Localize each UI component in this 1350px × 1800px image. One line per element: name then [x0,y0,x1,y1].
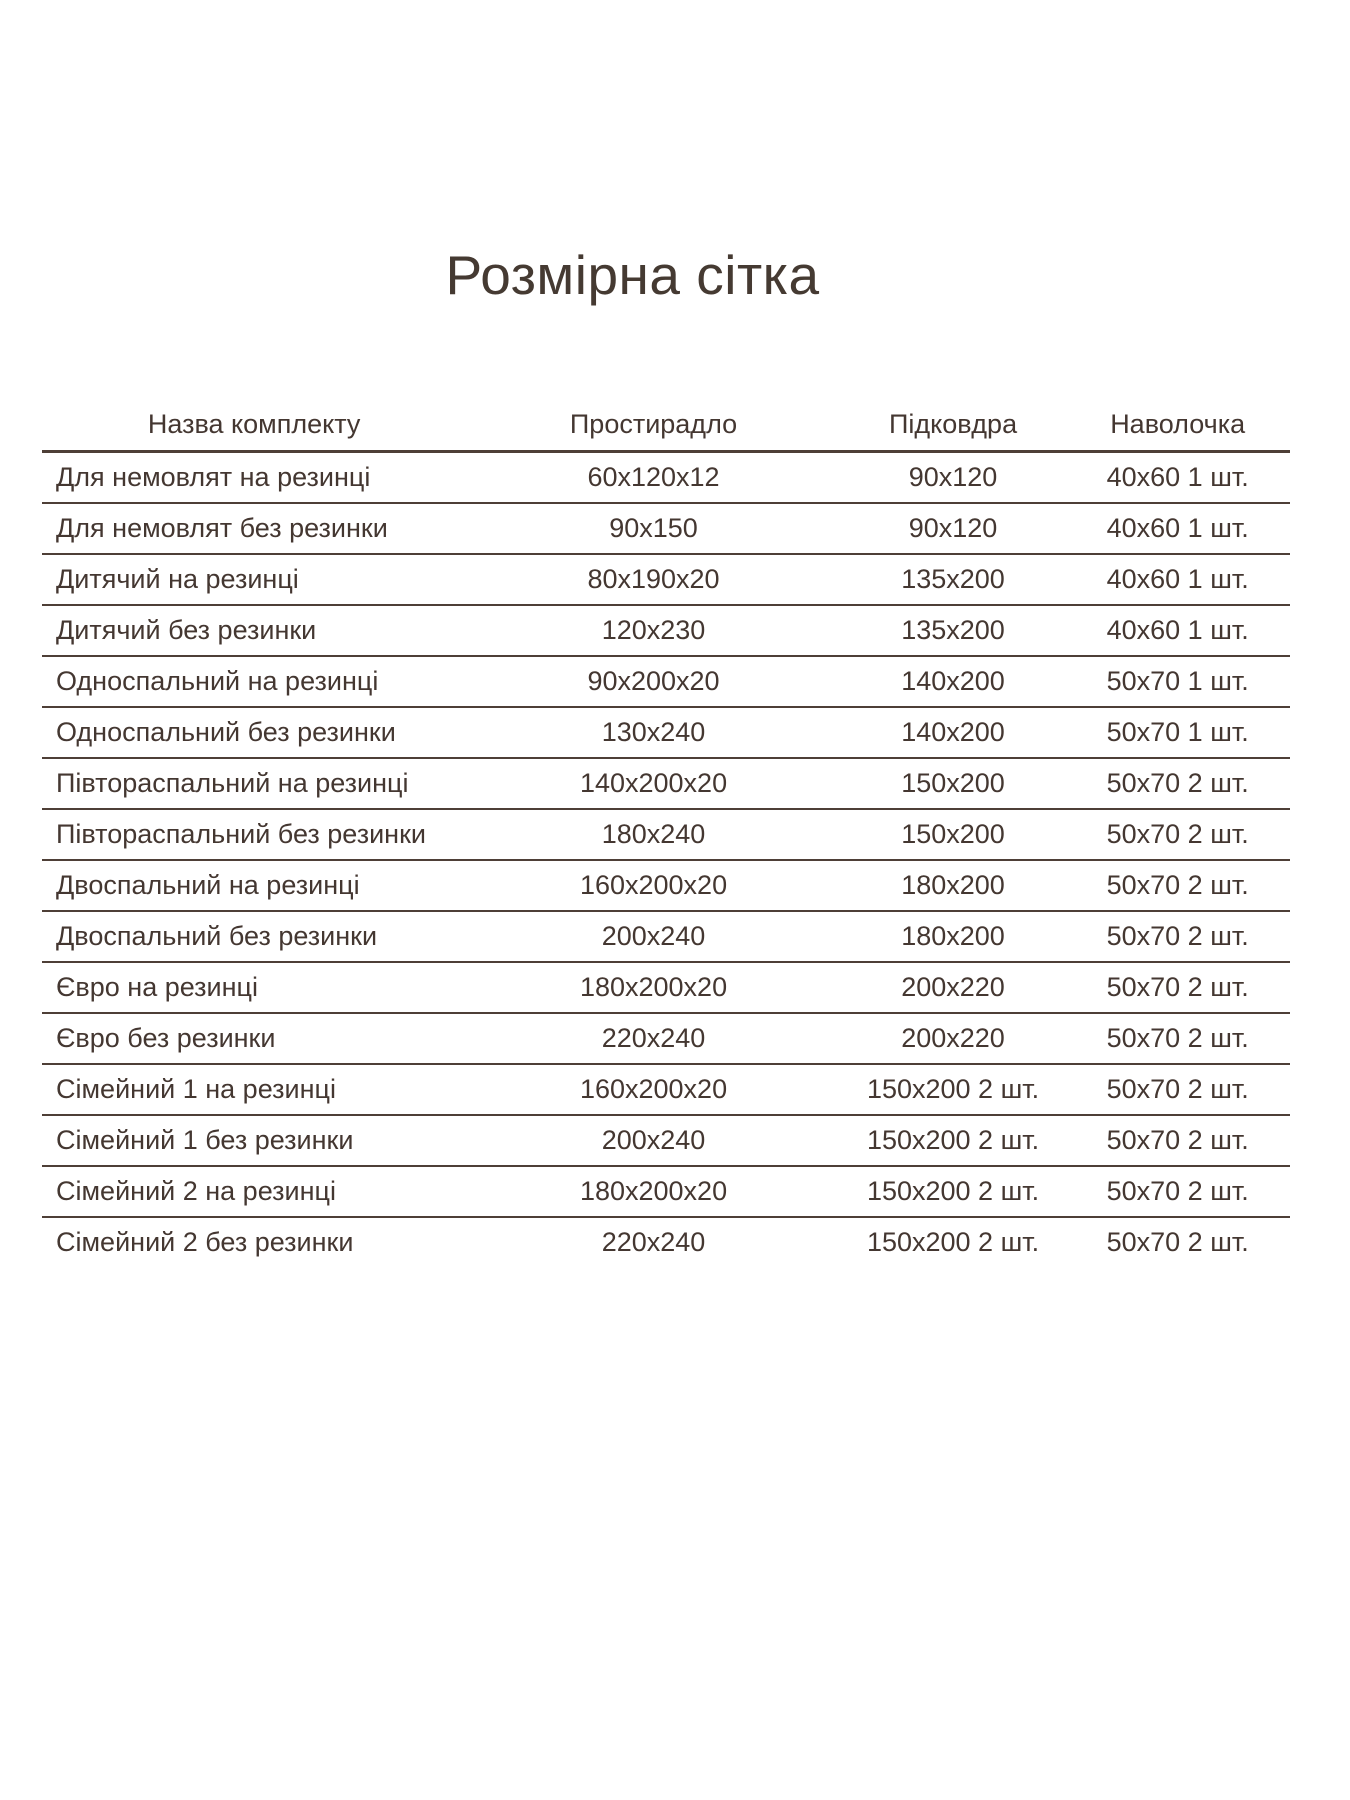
duvet-cover-size-cell: 90х120 [841,503,1066,554]
pillowcase-size-cell: 50х70 2 шт. [1065,860,1290,911]
sheet-size-cell: 180х200х20 [466,962,840,1013]
sheet-size-cell: 60х120х12 [466,452,840,504]
set-name-cell: Дитячий без резинки [42,605,466,656]
sheet-size-cell: 90х200х20 [466,656,840,707]
set-name-cell: Двоспальний без резинки [42,911,466,962]
sheet-size-cell: 80х190х20 [466,554,840,605]
duvet-cover-size-cell: 200х220 [841,962,1066,1013]
pillowcase-size-cell: 50х70 2 шт. [1065,1166,1290,1217]
pillowcase-size-cell: 50х70 2 шт. [1065,1013,1290,1064]
set-name-cell: Сімейний 1 на резинці [42,1064,466,1115]
sheet-size-cell: 200х240 [466,911,840,962]
table-row [42,656,1290,707]
set-name-cell: Сімейний 2 без резинки [56,1227,354,1257]
table-row [42,1217,1290,1267]
pillowcase-size-cell: 50х70 1 шт. [1065,707,1290,758]
column-header-pillowcase: Наволочка [1065,398,1290,452]
table-row [42,860,1290,911]
sheet-size-cell: 160х200х20 [466,1064,840,1115]
page-title: Розмірна сітка [445,244,820,306]
duvet-cover-size-cell: 150х200 [841,758,1066,809]
pillowcase-size-cell: 40х60 1 шт. [1065,452,1290,504]
table-row [42,707,1290,758]
duvet-cover-size-cell: 135х200 [841,554,1066,605]
duvet-cover-size-cell: 135х200 [841,605,1066,656]
duvet-cover-size-cell: 150х200 2 шт. [841,1115,1066,1166]
table-body [42,452,1290,1268]
pillowcase-size-cell: 50х70 2 шт. [1065,758,1290,809]
pillowcase-size-cell: 40х60 1 шт. [1065,503,1290,554]
set-name-cell: Сімейний 2 на резинці [42,1166,466,1217]
pillowcase-size-cell: 50х70 2 шт. [1106,1227,1249,1257]
sheet-size-cell: 90х150 [466,503,840,554]
set-name-cell: Дитячий на резинці [42,554,466,605]
table-row [42,911,1290,962]
set-name-cell: Односпальний без резинки [42,707,466,758]
sheet-size-cell: 160х200х20 [466,860,840,911]
sheet-size-cell: 130х240 [466,707,840,758]
sheet-size-cell: 180х240 [466,809,840,860]
duvet-cover-size-cell: 150х200 2 шт. [841,1166,1066,1217]
table-row [42,1064,1290,1115]
sheet-size-cell: 140х200х20 [466,758,840,809]
column-header-sheet: Простирадло [466,398,840,452]
pillowcase-size-cell: 50х70 2 шт. [1065,1115,1290,1166]
pillowcase-size-cell: 50х70 2 шт. [1065,1064,1290,1115]
duvet-cover-size-cell: 150х200 2 шт. [866,1227,1040,1257]
duvet-cover-size-cell: 150х200 2 шт. [841,1064,1066,1115]
table-row [42,962,1290,1013]
table-row [42,1013,1290,1064]
table-row [42,1115,1290,1166]
set-name-cell: Односпальний на резинці [42,656,466,707]
duvet-cover-size-cell: 200х220 [841,1013,1066,1064]
duvet-cover-size-cell: 140х200 [841,707,1066,758]
duvet-cover-size-cell: 150х200 [841,809,1066,860]
column-header-duvet-cover: Підковдра [841,398,1066,452]
table-row [42,554,1290,605]
set-name-cell: Двоспальний на резинці [42,860,466,911]
sheet-size-cell: 200х240 [466,1115,840,1166]
pillowcase-size-cell: 50х70 1 шт. [1065,656,1290,707]
duvet-cover-size-cell: 140х200 [841,656,1066,707]
sheet-size-cell: 120х230 [466,605,840,656]
duvet-cover-size-cell: 180х200 [841,911,1066,962]
set-name-cell: Для немовлят без резинки [42,503,466,554]
table-row [42,809,1290,860]
set-name-cell: Євро без резинки [42,1013,466,1064]
pillowcase-size-cell: 40х60 1 шт. [1065,605,1290,656]
set-name-cell: Для немовлят на резинці [42,452,466,504]
pillowcase-size-cell: 50х70 2 шт. [1065,962,1290,1013]
table-row [42,503,1290,554]
pillowcase-size-cell: 50х70 2 шт. [1065,809,1290,860]
sheet-size-cell: 220х240 [466,1013,840,1064]
set-name-cell: Півтораспальний без резинки [42,809,466,860]
size-table [42,398,1290,1267]
table-header-row [42,398,1290,452]
pillowcase-size-cell: 50х70 2 шт. [1065,911,1290,962]
duvet-cover-size-cell: 90х120 [841,452,1066,504]
set-name-cell: Євро на резинці [42,962,466,1013]
table-row [42,758,1290,809]
table-row [42,452,1290,504]
table-row [42,605,1290,656]
set-name-cell: Півтораспальний на резинці [42,758,466,809]
column-header-set-name: Назва комплекту [42,398,466,452]
pillowcase-size-cell: 40х60 1 шт. [1065,554,1290,605]
set-name-cell: Сімейний 1 без резинки [42,1115,466,1166]
sheet-size-cell: 220х240 [601,1227,706,1257]
duvet-cover-size-cell: 180х200 [841,860,1066,911]
sheet-size-cell: 180х200х20 [466,1166,840,1217]
table-row [42,1166,1290,1217]
